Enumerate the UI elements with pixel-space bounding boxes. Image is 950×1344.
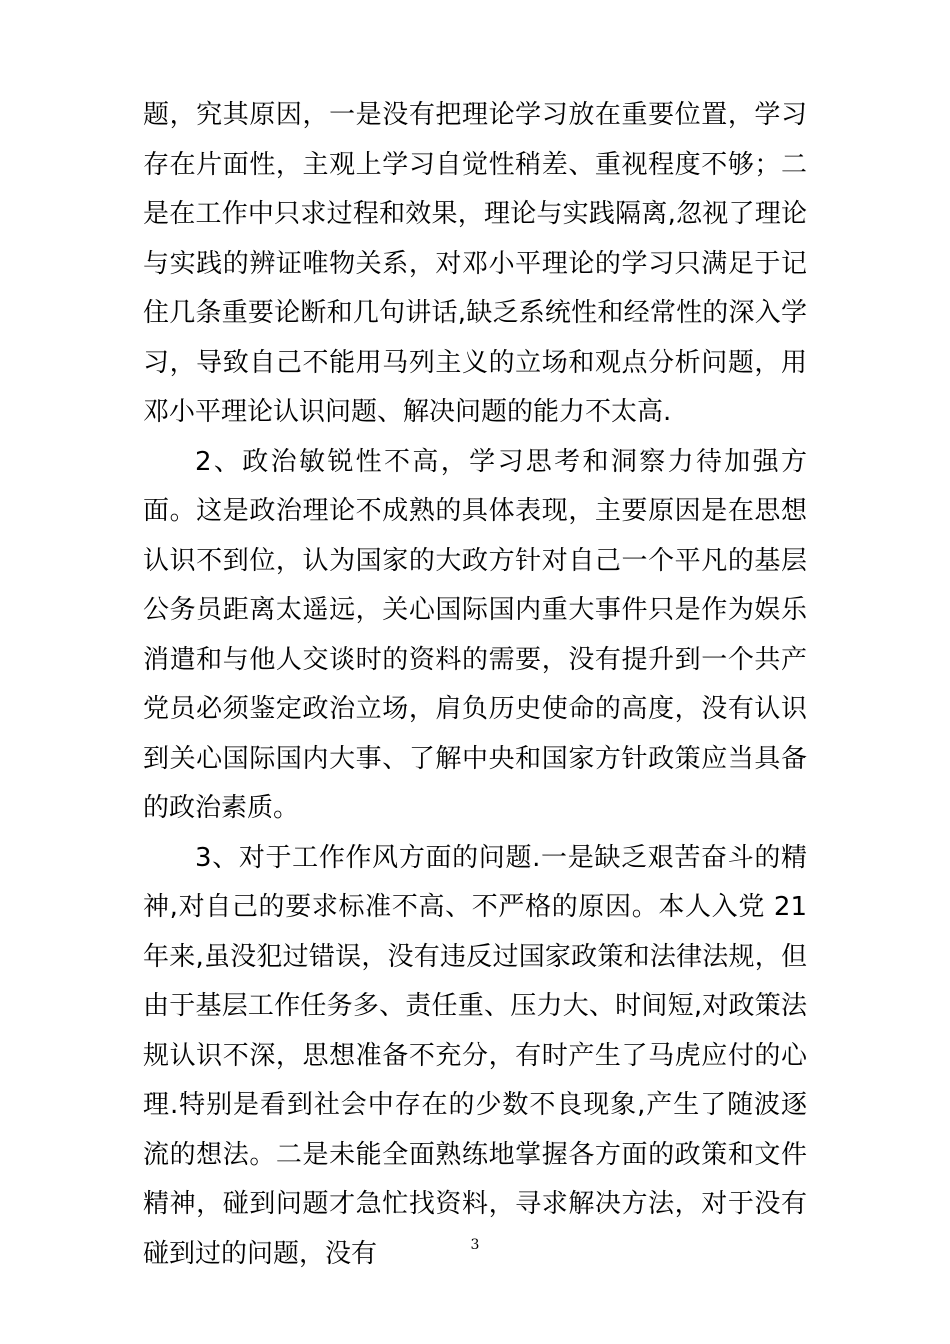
page-number: 3 [470,1237,480,1253]
paragraph-item-2: 2、政治敏锐性不高，学习思考和洞察力待加强方面。这是政治理论不成熟的具体表现，主要原因是在思想认识不到位，认为国家的大政方针对自己一个平凡的基层公务员距离太遥远，关心国际国内重大事件只是作为娱乐消遣和与他人交谈时的资料的需要，没有提升到一个共产党员必须鉴定政治立场，肩负历史使命的高度，没有认识到关心国际国内大事、了解中央和国家方针政策应当具备的政治素质。 [143,446,807,823]
document-body [143,91,807,1279]
paragraph-item-3: 3、对于工作作风方面的问题.一是缺乏艰苦奋斗的精神,对自己的要求标准不高、不严格的原因。本人入党 21 年来,虽没犯过错误，没有违反过国家政策和法律法规，但由于基层工作任务多、责任重、压力大、时间短,对政策法规认识不深，思想准备不充分，有时产生了马虎应付的心理.特别是看到社会中存在的少数不良现象,产生了随波逐流的想法。二是未能全面熟练地掌握各方面的政策和文件精神，碰到问题才急忙找资料，寻求解决方法，对于没有碰到过的问题，没有 [143,842,807,1269]
paragraph-continuation: 题，究其原因，一是没有把理论学习放在重要位置，学习存在片面性，主观上学习自觉性稍差、重视程度不够；二是在工作中只求过程和效果，理论与实践隔离,忽视了理论与实践的辨证唯物关系，对邓小平理论的学习只满足于记住几条重要论断和几句讲话,缺乏系统性和经常性的深入学习，导致自己不能用马列主义的立场和观点分析问题，用邓小平理论认识问题、解决问题的能力不太高. [143,100,807,427]
